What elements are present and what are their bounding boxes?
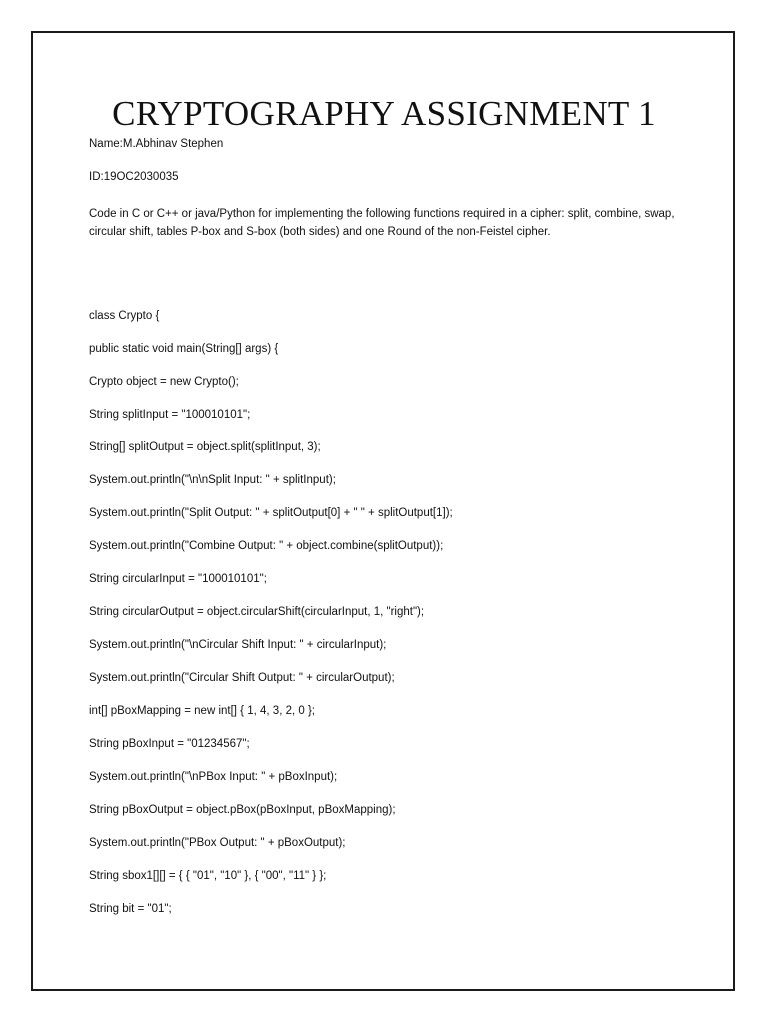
code-line: String splitInput = "100010101";	[89, 409, 251, 421]
code-line: System.out.println("\nPBox Input: " + pBoxInput);	[89, 771, 338, 783]
code-line: String circularInput = "100010101";	[89, 573, 267, 585]
assignment-description: Code in C or C++ or java/Python for implementing the following functions required in a cipher: split, combine, swap, circular shift, tables P-box and S-box (both sides) and one Round of the non-Feistel cipher.	[89, 208, 675, 238]
code-line: String pBoxOutput = object.pBox(pBoxInput, pBoxMapping);	[89, 804, 396, 816]
code-line: System.out.println("Combine Output: " + object.combine(splitOutput));	[89, 540, 444, 552]
code-line: System.out.println("PBox Output: " + pBoxOutput);	[89, 837, 346, 849]
code-line: String sbox1[][] = { { "01", "10" }, { "00", "11" } };	[89, 870, 327, 882]
student-id: ID:19OC2030035	[89, 171, 179, 183]
code-line: class Crypto {	[89, 310, 160, 322]
code-line: String[] splitOutput = object.split(splitInput, 3);	[89, 441, 321, 453]
code-line: Crypto object = new Crypto();	[89, 376, 239, 388]
code-line: System.out.println("\nCircular Shift Input: " + circularInput);	[89, 639, 387, 651]
code-line: public static void main(String[] args) {	[89, 343, 279, 355]
code-line: String bit = "01";	[89, 903, 172, 915]
code-line: System.out.println("Circular Shift Output: " + circularOutput);	[89, 672, 395, 684]
author-name: Name:M.Abhinav Stephen	[89, 138, 224, 150]
code-line: System.out.println("\n\nSplit Input: " + splitInput);	[89, 474, 336, 486]
document-title: CRYPTOGRAPHY ASSIGNMENT 1	[112, 94, 656, 133]
code-line: System.out.println("Split Output: " + splitOutput[0] + " " + splitOutput[1]);	[89, 507, 453, 519]
code-line: String circularOutput = object.circularShift(circularInput, 1, "right");	[89, 606, 425, 618]
code-line: String pBoxInput = "01234567";	[89, 738, 250, 750]
code-line: int[] pBoxMapping = new int[] { 1, 4, 3, 2, 0 };	[89, 705, 315, 717]
